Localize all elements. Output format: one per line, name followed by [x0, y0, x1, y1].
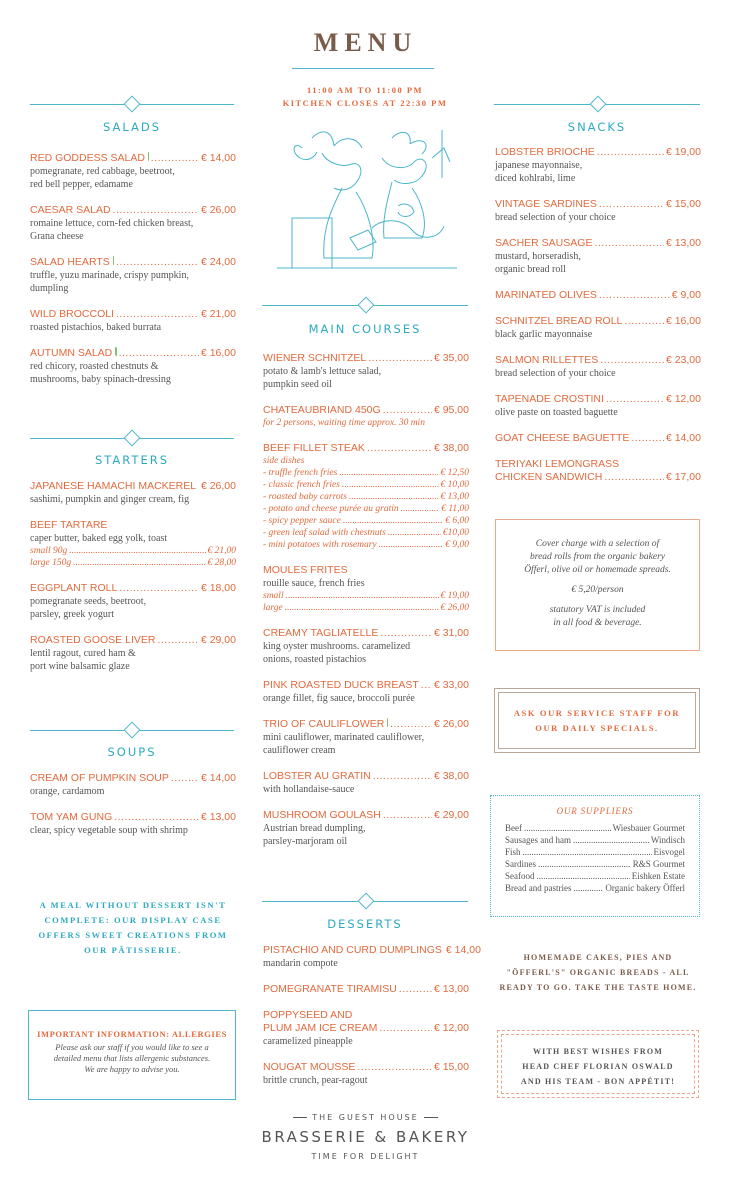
side-dish-label: - roasted baby carrots — [263, 492, 347, 502]
diamond-ornament-icon — [124, 430, 141, 447]
item-price: € 9,00 — [671, 289, 701, 301]
item-price: € 38,00 — [433, 442, 469, 454]
item-description: sashimi, pumpkin and ginger cream, fig — [30, 494, 190, 505]
menu-item — [495, 237, 701, 276]
cover-charge-box — [495, 519, 700, 651]
item-price: € 13,00 — [200, 811, 236, 823]
supplier-item: Bread and pastries — [505, 883, 572, 893]
side-dish-price: € 12,50 — [440, 468, 469, 478]
moose-illustration — [272, 118, 462, 278]
side-dish-label: - potato and cheese purée au gratin — [263, 504, 399, 514]
item-name: PINK ROASTED DUCK BREAST — [263, 679, 419, 691]
menu-item — [30, 519, 236, 569]
item-description: black garlic mayonnaise — [495, 329, 593, 340]
menu-item — [263, 442, 469, 551]
item-description: roasted pistachios, baked burrata — [30, 322, 162, 333]
section-title-snacks: SNACKS — [567, 120, 627, 134]
wishes-line: HEAD CHEF FLORIAN OSWALD — [522, 1062, 674, 1071]
desserts-list — [263, 944, 481, 1087]
item-description: truffle, yuzu marinade, crispy pumpkin, — [30, 270, 189, 281]
side-dish-label: - truffle french fries — [263, 468, 338, 478]
menu-item — [263, 983, 469, 996]
side-dish-label: - green leaf salad with chestnuts — [263, 528, 386, 538]
supplier-row — [505, 870, 685, 882]
menu-item — [495, 289, 701, 302]
item-description: Austrian bread dumpling, — [263, 823, 366, 834]
item-name: SALMON RILLETTES — [495, 354, 599, 366]
item-price: € 29,00 — [433, 809, 469, 821]
supplier-item: Seafood — [505, 871, 535, 881]
menu-item — [263, 564, 469, 614]
dessert-note-line: A MEAL WITHOUT DESSERT ISN'T — [39, 900, 227, 910]
item-description: red bell pepper, edamame — [30, 179, 133, 190]
side-dish — [263, 503, 469, 515]
item-description: olive paste on toasted baguette — [495, 407, 618, 418]
supplier-row — [505, 858, 685, 870]
supplier-row — [505, 834, 685, 846]
allergies-line: Please ask our staff if you would like to see a — [55, 1042, 209, 1052]
menu-item — [263, 352, 469, 391]
side-dish-price: €10,00 — [442, 528, 469, 538]
diamond-ornament-icon — [358, 893, 375, 910]
item-description: Grana cheese — [30, 231, 84, 242]
side-dish — [263, 515, 469, 527]
allergies-line: detailed menu that lists allergenic substances. — [53, 1053, 211, 1063]
footer — [0, 1113, 731, 1161]
menu-item — [30, 152, 236, 191]
supplier-item: Sardines — [505, 859, 536, 869]
item-description: caramelized pineapple — [263, 1036, 353, 1047]
side-dish-label: - spicy pepper sauce — [263, 516, 341, 526]
section-title-soups: SOUPS — [107, 745, 157, 759]
section-title-desserts: DESSERTS — [327, 917, 403, 931]
item-description: bread selection of your choice — [495, 212, 616, 223]
dessert-note-line: COMPLETE: OUR DISPLAY CASE — [44, 915, 222, 925]
item-price: € 23,00 — [665, 354, 701, 366]
side-dish — [263, 491, 469, 503]
item-price: € 14,00 — [200, 772, 236, 784]
item-description: brittle crunch, pear-ragout — [263, 1075, 368, 1086]
variant-label: large — [263, 603, 283, 613]
item-price: € 24,00 — [200, 256, 236, 268]
diamond-ornament-icon — [358, 297, 375, 314]
item-price: € 18,00 — [200, 582, 236, 594]
item-name: CHATEAUBRIAND 450G — [263, 404, 381, 416]
item-price: € 19,00 — [665, 146, 701, 158]
item-price: € 31,00 — [433, 627, 469, 639]
cover-line: Öfferl, olive oil or homemade spreads. — [524, 565, 671, 575]
allergies-title: IMPORTANT INFORMATION: ALLERGIES — [37, 1029, 227, 1039]
item-name: LOBSTER BRIOCHE — [495, 146, 595, 158]
item-variant — [263, 590, 469, 602]
item-name: SALAD HEARTS — [30, 256, 110, 268]
menu-item — [30, 480, 236, 506]
item-price: € 33,00 — [433, 679, 469, 691]
item-note: for 2 persons, waiting time approx. 30 min — [263, 418, 425, 428]
side-dish-price: € 10,00 — [440, 480, 469, 490]
item-price: € 14,00 — [445, 944, 481, 956]
menu-item — [30, 811, 236, 837]
item-name-continued: PLUM JAM ICE CREAM — [263, 1022, 378, 1034]
dessert-note — [30, 898, 236, 958]
item-price: € 14,00 — [200, 152, 236, 164]
item-description: diced kohlrabi, lime — [495, 173, 576, 184]
salads-list — [30, 152, 236, 386]
supplier-name: Wiesbauer Gourmet — [612, 823, 685, 833]
item-name: NOUGAT MOUSSE — [263, 1061, 356, 1073]
footer-tagline-top — [0, 1113, 731, 1122]
item-price: € 16,00 — [200, 347, 236, 359]
item-name: BEEF TARTARE — [30, 519, 108, 531]
item-price: € 35,00 — [433, 352, 469, 364]
homemade-note — [490, 950, 706, 995]
item-variant — [263, 602, 469, 614]
supplier-name: Eishken Estate — [631, 871, 685, 881]
item-name: GOAT CHEESE BAGUETTE — [495, 432, 630, 444]
item-name: PISTACHIO AND CURD DUMPLINGS — [263, 944, 442, 956]
menu-item — [30, 347, 236, 386]
side-dish-price: € 13,00 — [440, 492, 469, 502]
item-name: POPPYSEED AND — [263, 1009, 353, 1021]
item-description: orange, cardamom — [30, 786, 105, 797]
menu-item — [263, 770, 469, 796]
wishes-text — [501, 1034, 695, 1094]
suppliers-title: OUR SUPPLIERS — [556, 806, 634, 816]
item-name: CAESAR SALAD — [30, 204, 111, 216]
item-description: romaine lettuce, corn-fed chicken breast, — [30, 218, 194, 229]
vegetarian-leaf-icon — [387, 718, 388, 727]
item-name: WIENER SCHNITZEL — [263, 352, 367, 364]
item-name: MOULES FRITES — [263, 564, 348, 576]
section-title-salads: SALADS — [102, 120, 162, 134]
item-description: mandarin compote — [263, 958, 338, 969]
side-dish-label: - classic french fries — [263, 480, 340, 490]
item-name: CREAM OF PUMPKIN SOUP — [30, 772, 169, 784]
item-name: TOM YAM GUNG — [30, 811, 113, 823]
item-description: cauliflower cream — [263, 745, 336, 756]
brand-name: BRASSERIE & BAKERY — [261, 1128, 470, 1146]
cover-charge-text — [496, 538, 699, 630]
allergies-box — [28, 1010, 236, 1100]
variant-price: € 28,00 — [207, 558, 236, 568]
variant-label: small — [263, 591, 284, 601]
side-dish-label: - mini potatoes with rosemary — [263, 540, 377, 550]
item-description: dumpling — [30, 283, 69, 294]
menu-item — [263, 718, 469, 757]
section-title-main-courses: MAIN COURSES — [308, 322, 422, 336]
side-dish — [263, 539, 469, 551]
item-name: TAPENADE CROSTINI — [495, 393, 604, 405]
menu-item — [495, 354, 701, 380]
item-price: € 17,00 — [665, 471, 701, 483]
item-name: SACHER SAUSAGE — [495, 237, 593, 249]
item-price: € 95,00 — [433, 404, 469, 416]
menu-item — [495, 315, 701, 341]
item-description: pomegranate seeds, beetroot, — [30, 596, 147, 607]
item-name: EGGPLANT ROLL — [30, 582, 118, 594]
homemade-line: HOMEMADE CAKES, PIES AND — [523, 953, 673, 962]
supplier-name: R&S Gourmet — [632, 859, 685, 869]
dessert-note-line: OFFERS SWEET CREATIONS FROM — [38, 930, 228, 940]
item-name: LOBSTER AU GRATIN — [263, 770, 371, 782]
item-price: € 12,00 — [665, 393, 701, 405]
variant-price: € 19,00 — [440, 591, 469, 601]
item-price: € 38,00 — [433, 770, 469, 782]
menu-item — [30, 256, 236, 295]
item-description: parsley, greek yogurt — [30, 609, 115, 620]
item-note: side dishes — [263, 456, 305, 466]
item-price: € 15,00 — [433, 1061, 469, 1073]
supplier-item: Fish — [505, 847, 521, 857]
item-name: WILD BROCCOLI — [30, 308, 115, 320]
item-description: mushrooms, baby spinach-dressing — [30, 374, 171, 385]
hours-line: 11:00 AM TO 11:00 PM — [306, 85, 424, 95]
vegetarian-leaf-icon — [113, 256, 114, 265]
supplier-row — [505, 846, 685, 858]
side-dish-price: € 11,00 — [441, 504, 469, 514]
variant-label: small 90g — [30, 546, 68, 556]
menu-item — [495, 432, 701, 445]
specials-line: ASK OUR SERVICE STAFF FOR — [513, 708, 681, 718]
menu-item — [263, 944, 481, 970]
variant-price: € 21,00 — [207, 546, 236, 556]
wishes-box — [497, 1030, 699, 1098]
menu-item — [30, 308, 236, 334]
item-price: € 15,00 — [665, 198, 701, 210]
item-variant — [30, 557, 236, 569]
snacks-list — [495, 146, 701, 484]
side-dish-price: € 9,00 — [445, 540, 469, 550]
menu-item — [495, 393, 701, 419]
item-name: POMEGRANATE TIRAMISU — [263, 983, 397, 995]
diamond-ornament-icon — [590, 96, 607, 113]
item-name: VINTAGE SARDINES — [495, 198, 597, 210]
item-price: € 13,00 — [433, 983, 469, 995]
item-name: MUSHROOM GOULASH — [263, 809, 381, 821]
menu-item — [30, 204, 236, 243]
cover-line: in all food & beverage. — [553, 618, 642, 628]
item-description: king oyster mushrooms. caramelized — [263, 641, 411, 652]
cover-line: statutory VAT is included — [549, 605, 646, 615]
item-description: rouille sauce, french fries — [263, 578, 365, 589]
opening-hours — [270, 84, 460, 110]
item-price: € 13,00 — [665, 237, 701, 249]
menu-item — [495, 198, 701, 224]
menu-item — [30, 634, 236, 673]
menu-item — [263, 1061, 469, 1087]
homemade-line: "ÖFFERL'S" ORGANIC BREADS - ALL — [506, 968, 690, 977]
side-dish — [263, 479, 469, 491]
item-name: CREAMY TAGLIATELLE — [263, 627, 379, 639]
wishes-line: WITH BEST WISHES FROM — [532, 1047, 664, 1056]
suppliers-list — [505, 822, 685, 894]
item-description: red chicory, roasted chestnuts & — [30, 361, 159, 372]
item-variant — [30, 545, 236, 557]
item-description: onions, roasted pistachios — [263, 654, 367, 665]
item-description: lentil ragout, cured ham & — [30, 648, 136, 659]
item-description: bread selection of your choice — [495, 368, 616, 379]
specials-line: OUR DAILY SPECIALS. — [535, 723, 659, 733]
wishes-line: AND HIS TEAM - BON APPÉTIT! — [520, 1077, 676, 1086]
item-description: japanese mayonnaise, — [495, 160, 583, 171]
suppliers-box — [490, 795, 700, 917]
soups-list — [30, 772, 236, 837]
menu-item — [263, 679, 469, 705]
allergies-line: We are happy to advise you. — [84, 1064, 180, 1074]
item-description: pumpkin seed oil — [263, 379, 332, 390]
menu-title: MENU — [313, 28, 418, 57]
item-name: RED GODDESS SALAD — [30, 152, 145, 164]
side-dish — [263, 527, 469, 539]
variant-label: large 150g — [30, 558, 72, 568]
section-title-starters: STARTERS — [94, 453, 170, 467]
variant-price: € 26,00 — [440, 603, 469, 613]
cover-price: € 5,20/person — [571, 585, 624, 595]
item-name-continued: CHICKEN SANDWICH — [495, 471, 603, 483]
item-description: with hollandaise-sauce — [263, 784, 355, 795]
item-price: € 21,00 — [200, 308, 236, 320]
dessert-note-line: OUR PÂTISSERIE. — [84, 945, 182, 955]
allergies-text — [29, 1042, 235, 1075]
homemade-line: READY TO GO. TAKE THE TASTE HOME. — [499, 983, 697, 992]
item-description: mini cauliflower, marinated cauliflower, — [263, 732, 425, 743]
cover-line: bread rolls from the organic bakery — [529, 552, 665, 562]
item-description: port wine balsamic glaze — [30, 661, 130, 672]
item-price: € 26,00 — [200, 204, 236, 216]
daily-specials-box — [494, 688, 700, 753]
item-name: MARINATED OLIVES — [495, 289, 597, 301]
item-price: € 26,00 — [200, 480, 236, 492]
vegetarian-leaf-icon — [115, 347, 116, 356]
item-name: TRIO OF CAULIFLOWER — [263, 718, 385, 730]
vegetarian-leaf-icon — [148, 152, 149, 161]
side-dish-price: € 6,00 — [445, 516, 469, 526]
daily-specials-text — [498, 692, 696, 749]
item-description: caper butter, baked egg yolk, toast — [30, 533, 168, 544]
menu-item — [30, 582, 236, 621]
item-description: orange fillet, fig sauce, broccoli purée — [263, 693, 415, 704]
kitchen-close-line: KITCHEN CLOSES AT 22:30 PM — [282, 98, 448, 108]
item-description: clear, spicy vegetable soup with shrimp — [30, 825, 188, 836]
item-price: € 16,00 — [665, 315, 701, 327]
diamond-ornament-icon — [124, 96, 141, 113]
footer-tagline-bottom: TIME FOR DELIGHT — [311, 1152, 420, 1161]
cover-line: Cover charge with a selection of — [535, 539, 660, 549]
item-description: parsley-marjoram oil — [263, 836, 348, 847]
main-courses-list — [263, 352, 469, 848]
menu-item — [263, 809, 469, 848]
title-divider — [292, 68, 434, 69]
item-name: SCHNITZEL BREAD ROLL — [495, 315, 623, 327]
item-price: € 14,00 — [665, 432, 701, 444]
supplier-name: Organic bakery Öfferl — [605, 883, 685, 893]
item-name: ROASTED GOOSE LIVER — [30, 634, 156, 646]
menu-item — [495, 146, 701, 185]
menu-item — [30, 772, 236, 798]
menu-item — [263, 627, 469, 666]
item-name: AUTUMN SALAD — [30, 347, 113, 359]
item-price: € 29,00 — [200, 634, 236, 646]
item-description: potato & lamb's lettuce salad, — [263, 366, 382, 377]
starters-list — [30, 480, 236, 673]
supplier-name: Windisch — [650, 835, 685, 845]
side-dish — [263, 467, 469, 479]
item-name: TERIYAKI LEMONGRASS — [495, 458, 620, 470]
item-price: € 12,00 — [433, 1022, 469, 1034]
menu-item — [263, 404, 469, 429]
item-name: JAPANESE HAMACHI MACKEREL — [30, 480, 197, 492]
item-description: organic bread roll — [495, 264, 566, 275]
supplier-row — [505, 822, 685, 834]
diamond-ornament-icon — [124, 722, 141, 739]
supplier-item: Beef — [505, 823, 522, 833]
menu-item — [263, 1009, 469, 1048]
supplier-name: Eisvogel — [653, 847, 685, 857]
supplier-row — [505, 882, 685, 894]
item-name: BEEF FILLET STEAK — [263, 442, 365, 454]
supplier-item: Sausages and ham — [505, 835, 571, 845]
guest-house-label: THE GUEST HOUSE — [312, 1113, 419, 1122]
menu-item — [495, 458, 701, 484]
item-description: pomegranate, red cabbage, beetroot, — [30, 166, 175, 177]
item-price: € 26,00 — [433, 718, 469, 730]
item-description: mustard, horseradish, — [495, 251, 581, 262]
